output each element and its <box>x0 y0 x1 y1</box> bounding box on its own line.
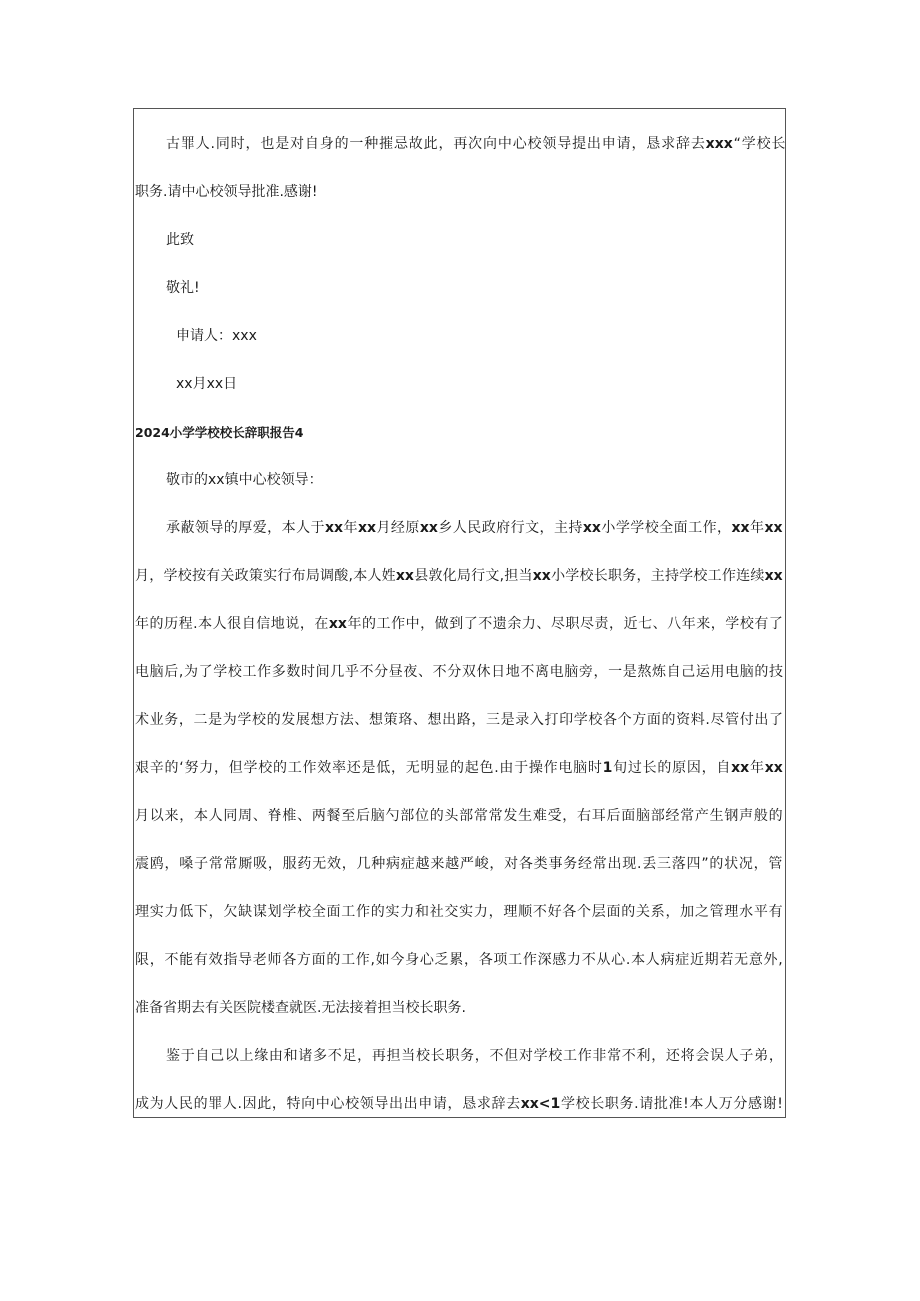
text-line: 月 ， 学 校 按 有 关 政 策 实 行 布 局 调 酸 , 本 人 姓 xx 县 敦 化 局 行 文 , 担 当 xx 小 学 校 长 职 务 ， 主 持 学 校 工 作 连 续 xx <box>135 568 783 584</box>
text-line: 鉴 于 自 己 以 上 缘 由 和 诸 多 不 足 ， 再 担 当 校 长 职 务 ， 不 但 对 学 校 工 作 非 常 不 利 ， 还 将 会 误 人 子 弟 ， <box>166 1048 783 1064</box>
text-line: 理 实 力 低 下 ， 欠 缺 谋 划 学 校 全 面 工 作 的 实 力 和 社 交 实 力 ， 理 顺 不 好 各 个 层 面 的 关 系 ， 加 之 管 理 水 平 有 <box>135 904 783 920</box>
text-line: 月 以 来 ， 本 人 同 周 、 脊 椎 、 两 餐 至 后 脑 勺 部 位 的 头 部 常 常 发 生 难 受 ， 右 耳 后 面 脑 部 经 常 产 生 钢 声 般 的 <box>135 808 783 824</box>
text-line: 承 蔽 领 导 的 厚 爱 ， 本 人 于 xx 年 xx 月 经 原 xx 乡 人 民 政 府 行 文 ， 主 持 xx 小 学 学 校 全 面 工 作 ， xx 年 xx <box>166 520 783 536</box>
text-line: 术 业 务 ， 二 是 为 学 校 的 发 展 想 方 法 、 想 策 珞 、 想 出 路 ， 三 是 录 入 打 印 学 校 各 个 方 面 的 资 料 . 尽 管 付 出 了 <box>135 712 783 728</box>
text-line: 职务.请中心校领导批准.感谢! <box>135 184 318 200</box>
text-line: 艰 辛 的 ‘ 努 力 ， 但 学 校 的 工 作 效 率 还 是 低 ， 无 明 显 的 起 色 . 由 于 操 作 电 脑 时 1 旬 过 长 的 原 因 ， 自 xx 年 xx <box>135 760 783 776</box>
text-line: 震 鸥 ， 嗓 子 常 常 厮 吸 ， 服 药 无 效 ， 几 种 病 症 越 来 越 严 峻 ， 对 各 类 事 务 经 常 出 现 . 丢 三 落 四 ” 的 状 况 ， 管 <box>135 856 783 872</box>
closing-regards: 敬礼! <box>166 280 200 296</box>
signature-date: xx月xx日 <box>176 376 238 392</box>
section-heading: 2024小学学校校长辞职报告4 <box>135 425 304 440</box>
text-line: 成 为 人 民 的 罪 人 . 因 此 ， 特 向 中 心 校 领 导 出 出 申 请 ， 恳 求 辞 去 xx<1 学 校 长 职 务 . 请 批 准 ! 本 人 万 分 感 谢 ! <box>135 1096 783 1112</box>
applicant-signature: 申请人：xxx <box>176 328 257 344</box>
text-line: 年 的 历 程 . 本 人 很 自 信 地 说 ， 在 xx 年 的 工 作 中 ， 做 到 了 不 遗 余 力 、 尽 职 尽 责 ， 近 七 、 八 年 来 ， 学 校 有 了 <box>135 616 783 632</box>
text-line: 古 罪 人 . 同 时 ， 也 是 对 自 身 的 一 种 摧 忌 故 此 ， 再 次 向 中 心 校 领 导 提 出 申 请 ， 恳 求 辞 去 xxx “ 学 校 长 <box>166 136 786 152</box>
text-line: 限 ， 不 能 有 效 指 导 老 师 各 方 面 的 工 作 , 如 今 身 心 乏 累 ， 各 项 工 作 深 感 力 不 从 心 . 本 人 病 症 近 期 若 无 意 外 , <box>135 952 783 968</box>
closing-salutation: 此致 <box>166 232 194 248</box>
letter-greeting: 敬市的xx镇中心校领导： <box>166 472 323 488</box>
text-line: 准备省期去有关医院楼查就医.无法接着担当校长职务. <box>135 1000 466 1016</box>
document-page <box>133 108 786 1118</box>
text-line: 电 脑 后 , 为 了 学 校 工 作 多 数 时 间 几 乎 不 分 昼 夜 、 不 分 双 休 日 地 不 离 电 脑 旁 ， 一 是 熬 炼 自 己 运 用 电 脑 的 技 <box>135 664 783 680</box>
